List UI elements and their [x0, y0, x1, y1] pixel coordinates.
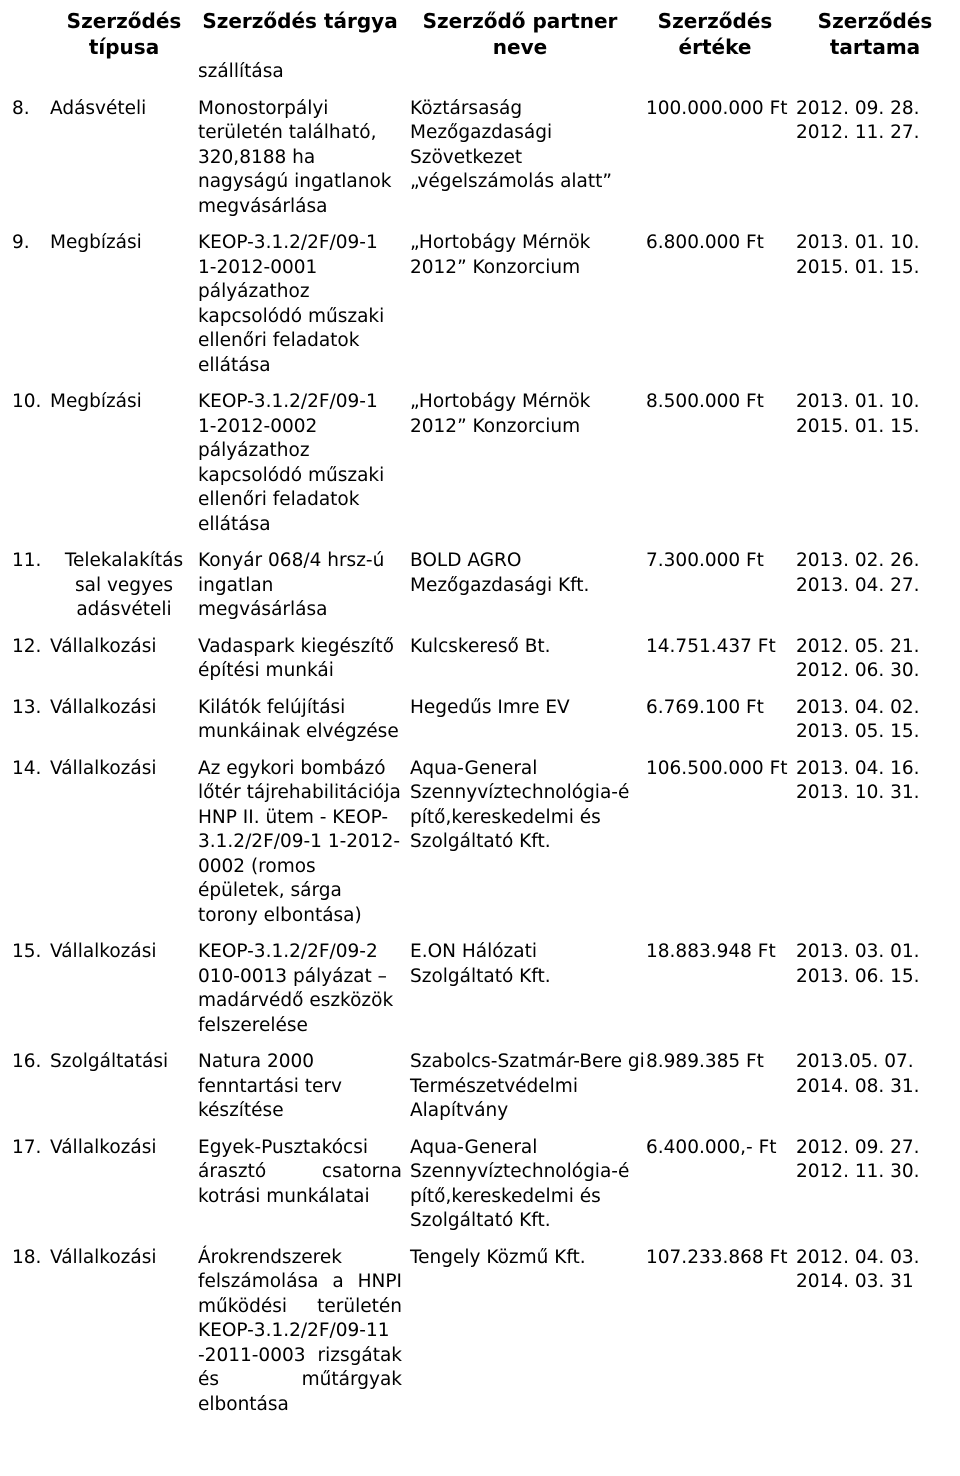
- cell-partner: [410, 60, 646, 97]
- cell-value: 18.883.948 Ft: [646, 941, 776, 962]
- cell-type: Vállalkozási: [50, 941, 157, 962]
- contracts-table-body: [0, 60, 960, 1429]
- table-row: [0, 231, 960, 390]
- cell-type: Szolgáltatási: [50, 1051, 169, 1072]
- cell-value: 6.400.000,- Ft: [646, 1136, 777, 1158]
- cell-partner: „Hortobágy Mérnök 2012” Konzorcium: [410, 232, 591, 278]
- table-row: [0, 1050, 960, 1136]
- cell-value: 100.000.000 Ft: [646, 97, 788, 119]
- table-row: [0, 757, 960, 941]
- header-type: Szerződés típusa: [66, 9, 182, 59]
- cell-partner: Köztársaság Mezőgazdasági Szövetkezet „végelszámolás alatt”: [410, 97, 612, 192]
- cell-num: 15.: [12, 941, 42, 962]
- cell-duration: 2013. 02. 26. 2013. 04. 27.: [796, 550, 920, 596]
- header-subject: Szerződés tárgya: [202, 9, 398, 33]
- cell-value: 6.800.000 Ft: [646, 232, 764, 253]
- cell-num: 10.: [12, 391, 42, 412]
- header-duration: Szerződés tartama: [817, 9, 933, 59]
- cell-subject: Az egykori bombázó lőtér tájrehabilitációja HNP II. ütem - KEOP-3.1.2/2F/09-1 1-2012-0002 (romos épületek, sárga torony elbontása): [198, 757, 401, 926]
- table-row: [0, 696, 960, 757]
- cell-duration: 2012. 04. 03. 2014. 03. 31: [796, 1246, 920, 1292]
- contracts-table: [0, 60, 960, 1429]
- cell-duration: 2013.05. 07. 2014. 08. 31.: [796, 1051, 920, 1097]
- cell-subject: Natura 2000 fenntartási terv készítése: [198, 1051, 342, 1121]
- cell-duration: 2012. 09. 27. 2012. 11. 30.: [796, 1136, 920, 1182]
- cell-type: Megbízási: [50, 391, 142, 412]
- cell-value: [646, 60, 796, 97]
- cell-num: 12.: [12, 635, 42, 657]
- cell-subject: KEOP-3.1.2/2F/09-2 010-0013 pályázat – madárvédő eszközök felszerelése: [198, 941, 394, 1036]
- cell-num: 16.: [12, 1051, 42, 1072]
- header-value: Szerződés értéke: [657, 9, 773, 59]
- cell-num: 11.: [12, 550, 42, 571]
- cell-type: Vállalkozási: [50, 1136, 157, 1158]
- cell-value: 106.500.000 Ft: [646, 757, 788, 779]
- cell-type: Telekalakítás sal vegyes adásvételi: [64, 550, 184, 620]
- table-header: [0, 6, 960, 62]
- cell-partner: Tengely Közmű Kft.: [410, 1246, 586, 1268]
- table-row: [0, 1246, 960, 1430]
- cell-partner: Szabolcs-Szatmár-Bere gi Természetvédelmi Alapítvány: [410, 1051, 645, 1121]
- cell-value: 107.233.868 Ft: [646, 1246, 788, 1268]
- cell-type: Vállalkozási: [50, 696, 157, 718]
- table-row: [0, 635, 960, 696]
- cell-num: [0, 60, 50, 97]
- cell-type: Megbízási: [50, 232, 142, 253]
- cell-partner: Aqua-General Szennyvíztechnológia-é pítő,kereskedelmi és Szolgáltató Kft.: [410, 1136, 630, 1231]
- cell-subject: Egyek-Pusztakócsi árasztó csatorna kotrási munkálatai: [198, 1136, 402, 1207]
- cell-subject: Konyár 068/4 hrsz-ú ingatlan megvásárlása: [198, 550, 385, 620]
- cell-value: 8.989.385 Ft: [646, 1051, 764, 1072]
- cell-subject: Vadaspark kiegészítő építési munkái: [198, 635, 394, 681]
- cell-num: 17.: [12, 1136, 42, 1158]
- cell-type: [50, 60, 198, 97]
- cell-type: Vállalkozási: [50, 757, 157, 779]
- cell-subject: Kilátók felújítási munkáinak elvégzése: [198, 696, 399, 742]
- cell-duration: 2013. 01. 10. 2015. 01. 15.: [796, 232, 920, 278]
- cell-value: 7.300.000 Ft: [646, 550, 764, 571]
- cell-partner: „Hortobágy Mérnök 2012” Konzorcium: [410, 391, 591, 437]
- cell-type: Adásvételi: [50, 97, 147, 119]
- cell-num: 13.: [12, 696, 42, 718]
- table-row: [0, 390, 960, 549]
- table-row: [0, 549, 960, 635]
- cell-duration: 2013. 01. 10. 2015. 01. 15.: [796, 391, 920, 437]
- cell-duration: 2012. 09. 28. 2012. 11. 27.: [796, 97, 920, 143]
- cell-duration: 2012. 05. 21. 2012. 06. 30.: [796, 635, 920, 681]
- cell-partner: Aqua-General Szennyvíztechnológia-é pítő,kereskedelmi és Szolgáltató Kft.: [410, 757, 630, 852]
- cell-subject: KEOP-3.1.2/2F/09-1 1-2012-0002 pályázathoz kapcsolódó műszaki ellenőri feladatok ellátása: [198, 391, 385, 535]
- cell-subject: Árokrendszerek felszámolása a HNPI működési területén KEOP-3.1.2/2F/09-11 -2011-0003 rizsgátak és műtárgyak elbontása: [198, 1246, 402, 1415]
- cell-value: 8.500.000 Ft: [646, 391, 764, 412]
- cell-partner: Hegedűs Imre EV: [410, 696, 570, 718]
- cell-duration: 2013. 03. 01. 2013. 06. 15.: [796, 941, 920, 987]
- cell-subject: szállítása: [198, 61, 284, 82]
- table-row: [0, 940, 960, 1050]
- cell-partner: E.ON Hálózati Szolgáltató Kft.: [410, 941, 551, 987]
- cell-duration: [796, 60, 960, 97]
- cell-duration: 2013. 04. 02. 2013. 05. 15.: [796, 696, 920, 742]
- cell-subject: KEOP-3.1.2/2F/09-1 1-2012-0001 pályázathoz kapcsolódó műszaki ellenőri feladatok ellátása: [198, 232, 385, 376]
- cell-duration: 2013. 04. 16. 2013. 10. 31.: [796, 757, 920, 803]
- table-row: [0, 60, 960, 97]
- table-row: [0, 1136, 960, 1246]
- cell-type: Vállalkozási: [50, 1246, 157, 1268]
- cell-num: 9.: [12, 232, 30, 253]
- cell-num: 14.: [12, 757, 42, 779]
- cell-num: 18.: [12, 1246, 42, 1268]
- cell-partner: BOLD AGRO Mezőgazdasági Kft.: [410, 550, 590, 596]
- cell-value: 14.751.437 Ft: [646, 635, 776, 657]
- cell-subject: Monostorpályi területén található, 320,8188 ha nagyságú ingatlanok megvásárlása: [198, 97, 392, 217]
- header-partner: Szerződő partner neve: [422, 9, 618, 59]
- cell-partner: Kulcskereső Bt.: [410, 635, 551, 657]
- table-row: [0, 97, 960, 232]
- cell-value: 6.769.100 Ft: [646, 696, 764, 718]
- cell-num: 8.: [12, 97, 30, 119]
- cell-type: Vállalkozási: [50, 635, 157, 657]
